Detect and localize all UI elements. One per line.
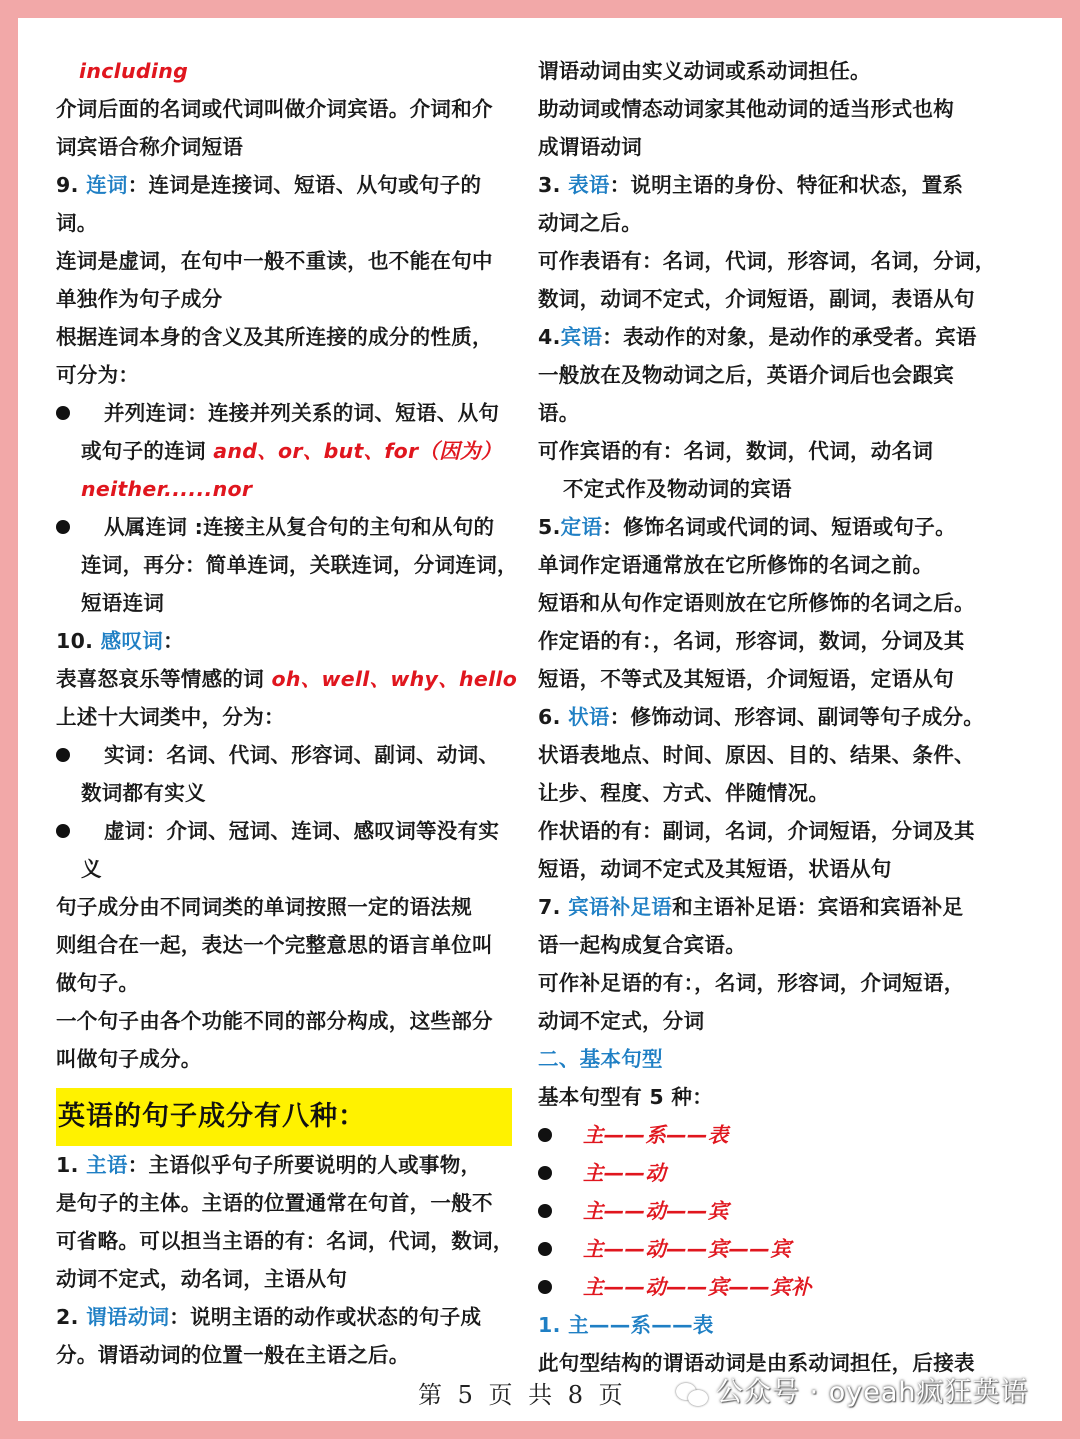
bullet-item: 虚词：介词、冠词、连词、感叹词等没有实 [56,812,514,850]
subsection-heading: 1. 主——系——表 [538,1313,714,1337]
text-line: 句子成分由不同词类的单词按照一定的语法规 [56,895,472,919]
text-line: 单独作为句子成分 [56,287,223,311]
text-line: 词。 [56,211,98,235]
watermark-text: 公众号 · oyeah疯狂英语 [716,1377,1029,1408]
text-line: 可省略。可以担当主语的有：名词，代词，数词， [56,1229,514,1253]
text-line: 连词是虚词，在句中一般不重读，也不能在句中 [56,249,493,273]
bullet-icon [538,1128,552,1142]
bullet-icon [538,1204,552,1218]
text-line: 让步、程度、方式、伴随情况。 [538,781,830,805]
text-line: 分。谓语动词的位置一般在主语之后。 [56,1343,410,1367]
pattern-item: 主——动——宾 [538,1192,1018,1230]
text-line: 6. 状语：修饰动词、形容词、副词等句子成分。 [538,705,985,729]
text-line: 可作补足语的有：，名词，形容词，介词短语， [538,971,965,995]
text-line: 基本句型有 5 种： [538,1085,714,1109]
text-line: 数词都有实义 [81,781,206,805]
text-line: 一个句子由各个功能不同的部分构成，这些部分 [56,1009,493,1033]
text-line: 短语，不等式及其短语，介词短语，定语从句 [538,667,954,691]
text-line: 9. 连词：连词是连接词、短语、从句或句子的 [56,173,482,197]
text-line: 可作表语有：名词，代词，形容词，名词，分词， [538,249,996,273]
term-adverbial: 状语 [568,705,610,729]
text-line: 一般放在及物动词之后，英语介词后也会跟宾 [538,363,954,387]
bullet-icon [56,824,70,838]
text-line: 4.宾语：表动作的对象，是动作的承受者。宾语 [538,325,977,349]
text-line: 成谓语动词 [538,135,642,159]
text-line: 助动词或情态动词家其他动词的适当形式也构 [538,97,954,121]
wechat-icon [676,1381,710,1407]
text-line: 语。 [538,401,580,425]
bullet-icon [56,520,70,534]
text-line: 动词不定式，分词 [538,1009,705,1033]
text-line: 状语表地点、时间、原因、目的、结果、条件、 [538,743,975,767]
pattern-item: 主——动 [538,1154,1018,1192]
term-attribute: 定语 [560,515,603,539]
text-line: 短语连词 [81,591,165,615]
bullet-item: 实词：名词、代词、形容词、副词、动词、 [56,736,514,774]
highlight-heading: 英语的句子成分有八种： [56,1088,512,1146]
text-line: 可分为： [56,363,140,387]
text-line: 是句子的主体。主语的位置通常在句首，一般不 [56,1191,493,1215]
bullet-item: 从属连词 :连接主从复合句的主句和从句的 [56,508,514,546]
term-subject: 主语 [86,1153,128,1177]
term-object: 宾语 [560,325,603,349]
text-line: 动词不定式，动名词，主语从句 [56,1267,348,1291]
term-conjunction: 连词 [86,173,128,197]
text-line: 单词作定语通常放在它所修饰的名词之前。 [538,553,934,577]
text-line: 介词后面的名词或代词叫做介词宾语。介词和介 [56,97,493,121]
text-line: 根据连词本身的含义及其所连接的成分的性质， [56,325,493,349]
section-heading: 二、基本句型 [538,1047,663,1071]
text-line: 5.定语：修饰名词或代词的词、短语或句子。 [538,515,956,539]
bullet-icon [56,748,70,762]
text-line: 叫做句子成分。 [56,1047,202,1071]
pattern-item: 主——系——表 [538,1116,1018,1154]
bullet-icon [56,406,70,420]
text-line: 谓语动词由实义动词或系动词担任。 [538,59,871,83]
text-line: 短语，动词不定式及其短语，状语从句 [538,857,892,881]
text-line: 2. 谓语动词：说明主语的动作或状态的句子成 [56,1305,482,1329]
pattern-item: 主——动——宾——宾补 [538,1268,1018,1306]
text-line: 作定语的有：，名词，形容词，数词，分词及其 [538,629,965,653]
watermark [676,1370,1029,1409]
text-line: 语一起构成复合宾语。 [538,933,746,957]
text-line: neither......nor [81,477,253,501]
text-line: 不定式作及物动词的宾语 [563,477,792,501]
term-predicative: 表语 [568,173,610,197]
text-line: 上述十大词类中，分为： [56,705,285,729]
text-line: 则组合在一起，表达一个完整意思的语言单位叫 [56,933,493,957]
page-footer: 第 5 页 共 8 页 [418,1381,627,1409]
text-line: 或句子的连词 and、or、but、for（因为） [81,439,502,463]
bullet-item: 并列连词：连接并列关系的词、短语、从句 [56,394,514,432]
right-column [538,52,1018,1382]
bullet-icon [538,1166,552,1180]
text-line: 连词，再分：简单连词，关联连词，分词连词， [81,553,518,577]
text-line: 短语和从句作定语则放在它所修饰的名词之后。 [538,591,975,615]
bullet-icon [538,1242,552,1256]
pattern-item: 主——动——宾——宾 [538,1230,1018,1268]
text-line: 作状语的有：副词，名词，介词短语，分词及其 [538,819,975,843]
text-line: 此句型结构的谓语动词是由系动词担任，后接表 [538,1351,975,1375]
text-line: 做句子。 [56,971,140,995]
text-line: 1. 主语：主语似乎句子所要说明的人或事物， [56,1153,482,1177]
text-line: 词宾语合称介词短语 [56,135,244,159]
term-predicate: 谓语动词 [86,1305,170,1329]
left-column [56,52,518,1374]
text-line: 可作宾语的有：名词，数词，代词，动名词 [538,439,934,463]
text-line: 3. 表语：说明主语的身份、特征和状态，置系 [538,173,964,197]
bullet-icon [538,1280,552,1294]
term-interjection: 感叹词 [100,629,164,653]
document-page [18,18,1062,1421]
text-line: 动词之后。 [538,211,642,235]
text-line: 义 [81,857,102,881]
text-line: 表喜怒哀乐等情感的词 oh、well、why、hello [56,667,518,691]
text-line: including [79,59,189,83]
text-line: 10. 感叹词： [56,629,184,653]
text-line: 数词，动词不定式，介词短语，副词，表语从句 [538,287,975,311]
text-line: 7. 宾语补足语和主语补足语：宾语和宾语补足 [538,895,964,919]
term-object-complement: 宾语补足语 [568,895,673,919]
